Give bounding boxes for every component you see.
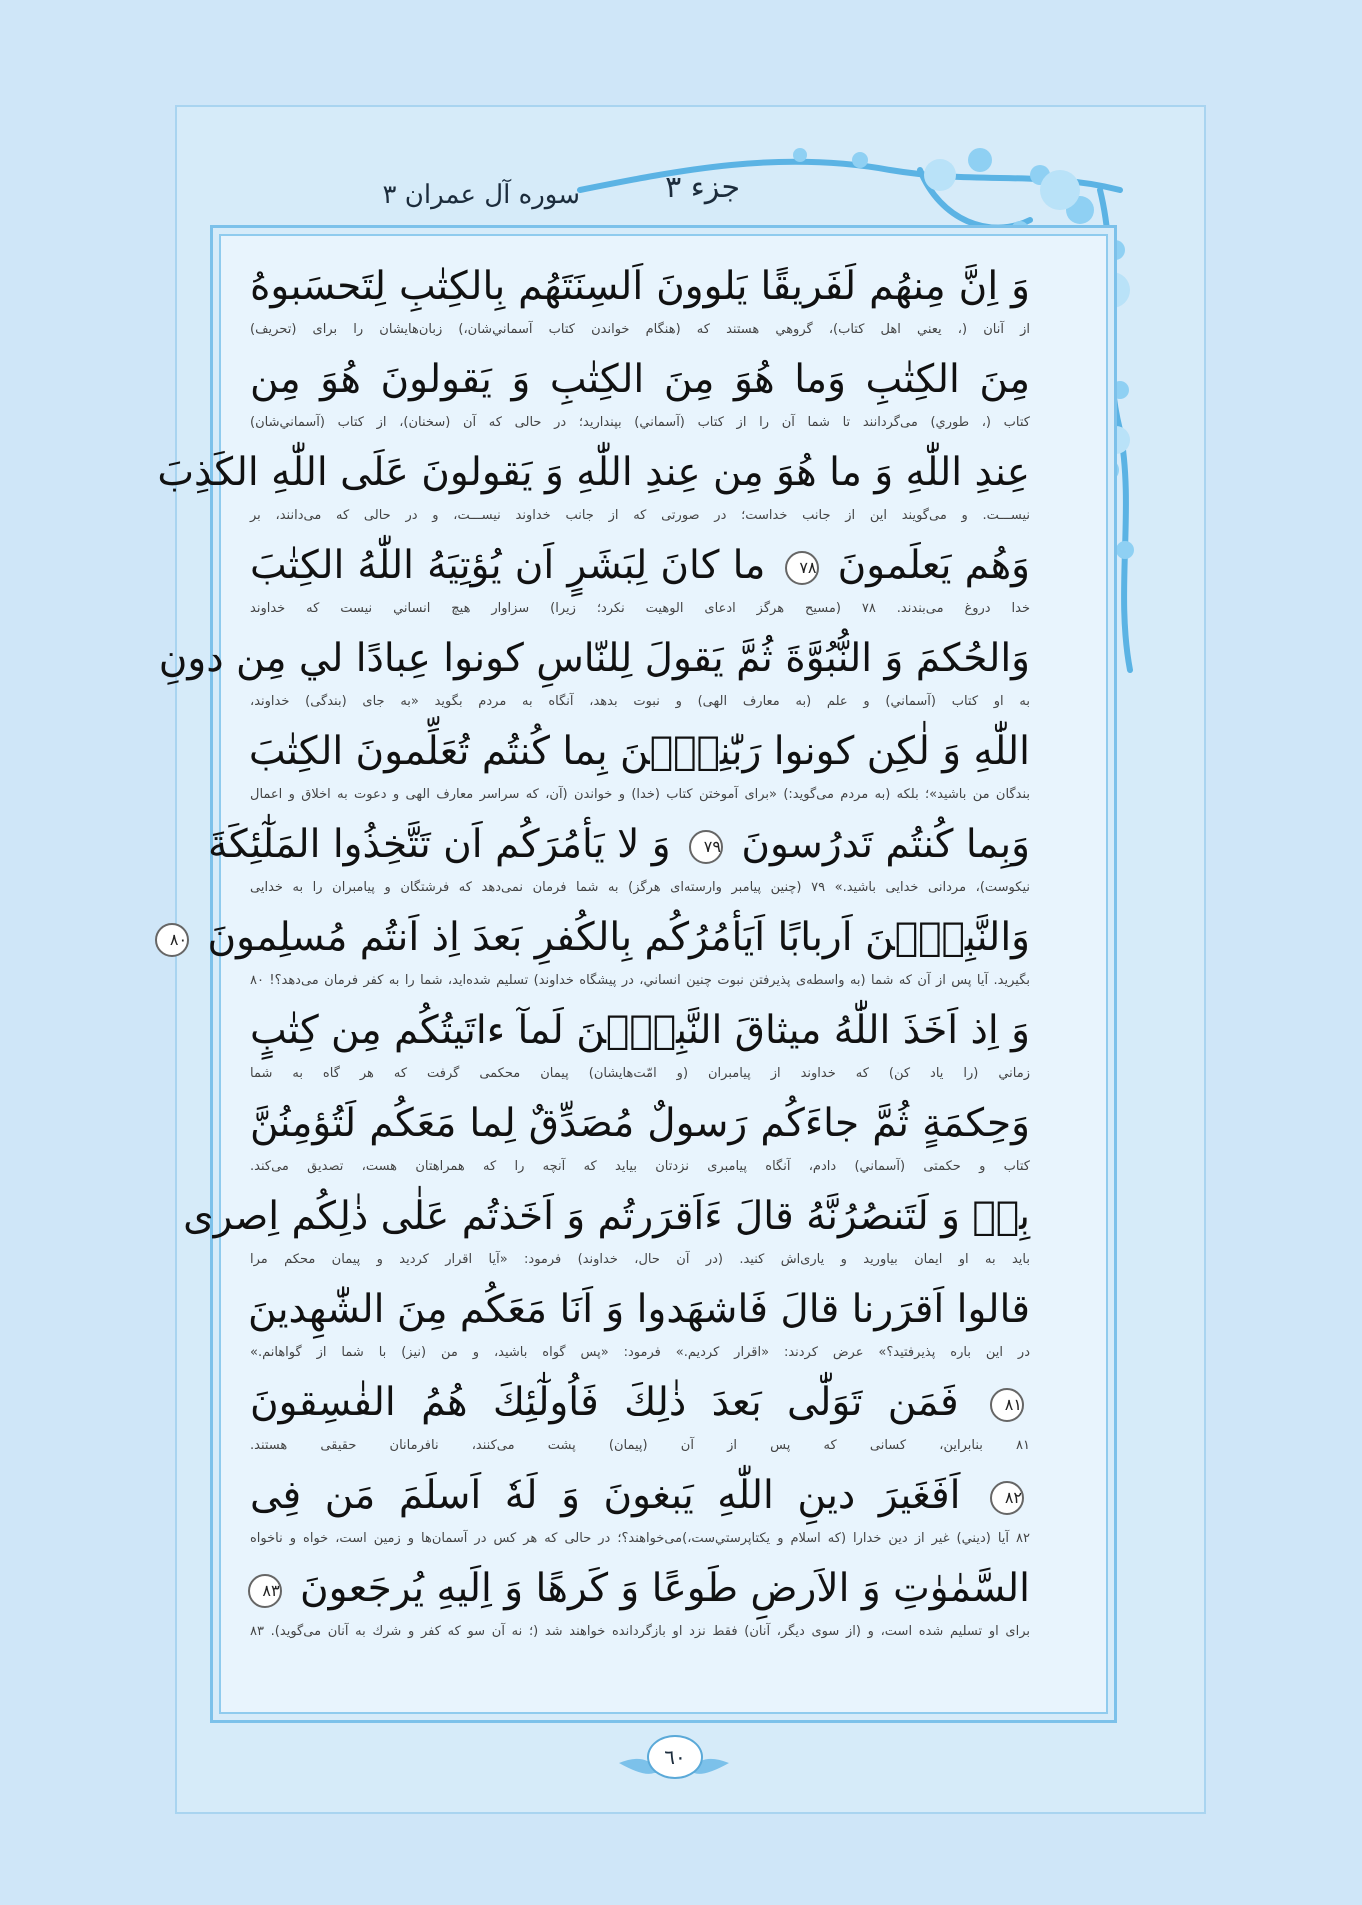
verse-end-marker: ٨٣ (248, 1574, 282, 1608)
verse-line (169, 906, 1030, 999)
arabic-text (250, 1557, 1030, 1621)
verse-line (250, 1278, 1030, 1371)
arabic-text: قالوا اَقرَرنا قالَ فَاشهَدوا وَ اَنَا مَعَكُم مِنَ الشّٰهِدينَ (248, 1287, 1030, 1332)
verse-line (250, 1557, 1030, 1650)
surah-label: سوره آل عمران ٣ (382, 180, 580, 210)
verse-line (183, 1185, 1030, 1278)
verse-line (250, 1371, 1030, 1464)
arabic-text: بِهٖ وَ لَتَنصُرُنَّهُ قالَ ءَاَقرَرتُم وَ اَخَذتُم عَلٰى ذٰلِكُم اِصرى (183, 1194, 1030, 1239)
page-number (614, 1733, 734, 1781)
translation-text: كتاب و حكمتى (آسماني) دادم، آنگاه پيامبرى نزدتان بيايد كه آنچه را كه همراهتان هست، تصديق مى‌كند. (250, 1159, 1030, 1174)
translation-text: بايد به او ايمان بياوريد و يارى‌اش كنيد. (در آن حال، خداوند) فرمود: «آيا اقرار كرديد و پيمان محكم مرا (250, 1252, 1030, 1267)
translation-text: به او كتاب (آسماني) و علم (به معارف الهى) و نبوت بدهد، آنگاه به مردم بگويد «به جاى (بندگى) خداوند، (250, 694, 1030, 709)
arabic-text (250, 534, 1030, 598)
verse-line (250, 534, 1030, 627)
arabic-text: وَ اِنَّ مِنهُم لَفَريقًا يَلوونَ اَلسِنَتَهُم بِالكِتٰبِ لِتَحسَبوهُ (250, 264, 1030, 309)
translation-text: ٨٢ آيا (ديني) غير از دين خدارا (كه اسلام و يكتاپرستي‌ست،)مى‌خواهند؟؛ در حالى كه هر كس در آسمان‌ها و زمين است، خواه و ناخواه (250, 1531, 1030, 1546)
verse-end-marker: ٨١ (990, 1388, 1024, 1422)
translation-text: براى او تسليم شده است، و (از سوى ديگر، آنان) فقط نزد او بازگردانده خواهند شد (؛ نه آن سو كه كفر و شرك به آنان مى‌گويد). ٨٣ (250, 1624, 1030, 1639)
translation-text: در اين باره پذيرفتيد؟» عرض كردند: «اقرار كرديم.» فرمود: «پس گواه باشيد، و من (نيز) با شما از گواهانم.» (250, 1345, 1030, 1360)
verse-end-marker: ٨٢ (990, 1481, 1024, 1515)
arabic-text (250, 1464, 1030, 1528)
arabic-segment: وَالنَّبِيّٖنَ اَربابًا اَيَأمُرُكُم بِالكُفرِ بَعدَ اِذ اَنتُم مُسلِمونَ (207, 915, 1030, 960)
arabic-text: عِندِ اللّٰهِ وَ ما هُوَ مِن عِندِ اللّٰهِ وَ يَقولونَ عَلَى اللّٰهِ الكَذِبَ (157, 450, 1030, 495)
juz-label: جزء ٣ (665, 170, 740, 205)
translation-text: كتاب (، طوري) مى‌گردانند تا شما آن را از كتاب (آسماني) بپنداريد؛ در حالى كه آن (سخنان)، از كتاب (آسماني‌شان) (250, 415, 1030, 430)
verse-line (250, 1464, 1030, 1557)
translation-text: زماني (را ياد كن) كه خداوند از پيامبران (و امّت‌هايشان) پيمان محكمى گرفت كه هر گاه به شما (250, 1066, 1030, 1081)
arabic-text: وَحِكمَةٍ ثُمَّ جاءَكُم رَسولٌ مُصَدِّقٌ لِما مَعَكُم لَتُؤمِنُنَّ (250, 1101, 1030, 1146)
translation-text: ٨١ بنابراين، كسانى كه پس از آن (پيمان) پشت مى‌كنند، نافرمانان حقيقى هستند. (250, 1438, 1030, 1453)
arabic-segment: فَمَن تَوَلّٰى بَعدَ ذٰلِكَ فَاُولٰٓئِكَ هُمُ الفٰسِقونَ (250, 1380, 959, 1425)
arabic-text (208, 813, 1030, 877)
arabic-text: وَالحُكمَ وَ النُّبُوَّةَ ثُمَّ يَقولَ لِلنّاسِ كونوا عِبادًا لي مِن دونِ (158, 636, 1030, 681)
arabic-text: اللّٰهِ وَ لٰكِن كونوا رَبّٰنِيّٖنَ بِما كُنتُم تُعَلِّمونَ الكِتٰبَ (248, 729, 1030, 774)
arabic-text (169, 906, 1030, 970)
page-header (320, 170, 740, 218)
verse-end-marker: ٧٨ (785, 551, 819, 585)
verse-line (250, 1092, 1030, 1185)
arabic-segment: وَبِما كُنتُم تَدرُسونَ (741, 822, 1030, 867)
translation-text: نيســـت. و مى‌گويند اين از جانب خداست؛ در صورتى كه از جانب خداوند نيســـت، و در حالى كه مى‌دانند، بر (250, 508, 1030, 523)
arabic-text: وَ اِذ اَخَذَ اللّٰهُ ميثاقَ النَّبِيّٖنَ لَمآ ءاتَيتُكُم مِن كِتٰبٍ (250, 1008, 1030, 1053)
verse-line (208, 813, 1030, 906)
arabic-text (250, 1371, 1030, 1435)
arabic-segment: اَفَغَيرَ دينِ اللّٰهِ يَبغونَ وَ لَهٗ اَسلَمَ مَن فِى (250, 1473, 961, 1518)
translation-text: بگيريد. آيا پس از آن كه شما (به واسطه‌ى پذيرفتن نبوت چنين انساني، در پيشگاه خداوند) تسليم شده‌ايد، شما را به كفر فرمان مى‌دهد؟! ٨٠ (250, 973, 1030, 988)
translation-text: از آنان (، يعني اهل كتاب)، گروهي هستند كه (هنگام خواندن كتاب آسماني‌شان،) زبان‌هايشان را براى (تحريف) (250, 322, 1030, 337)
arabic-segment: وَ لا يَأمُرَكُم اَن تَتَّخِذُوا المَلٰٓئِكَةَ (208, 822, 671, 867)
verse-line (250, 255, 1030, 348)
verse-line (158, 627, 1030, 720)
verse-line (250, 999, 1030, 1092)
translation-text: نيكوست)، مردانى خدايى باشيد.» ٧٩ (چنين پيامبر وارسته‌اى هرگز) به شما فرمان نمى‌دهد كه فرشتگان و پيامبران را به خدايى (250, 880, 1030, 895)
page-number-value: ٦٠ (647, 1735, 703, 1779)
arabic-segment: وَهُم يَعلَمونَ (837, 543, 1031, 588)
arabic-segment: السَّمٰوٰتِ وَ الاَرضِ طَوعًا وَ كَرهًا وَ اِلَيهِ يُرجَعونَ (299, 1566, 1030, 1611)
verse-content (157, 255, 1031, 1650)
verse-end-marker: ٧٩ (689, 830, 723, 864)
verse-line (250, 348, 1030, 441)
arabic-segment: ما كانَ لِبَشَرٍ اَن يُؤتِيَهُ اللّٰهُ الكِتٰبَ (250, 543, 766, 588)
verse-line (250, 720, 1030, 813)
verse-end-marker: ٨٠ (155, 923, 189, 957)
translation-text: خدا دروغ مى‌بندند. ٧٨ (مسيح هرگز ادعاى الوهيت نكرد؛ زيرا) سزاوار هيچ انساني نيست كه خداوند (250, 601, 1030, 616)
verse-line (157, 441, 1030, 534)
translation-text: بندگان من باشيد»؛ بلكه (به مردم مى‌گويد:) «براى آموختن كتاب (خدا) و خواندن (آن، كه سراسر معارف الهى و دعوت به اخلاق و اعمال (250, 787, 1030, 802)
arabic-text: مِنَ الكِتٰبِ وَما هُوَ مِنَ الكِتٰبِ وَ يَقولونَ هُوَ مِن (250, 357, 1030, 402)
